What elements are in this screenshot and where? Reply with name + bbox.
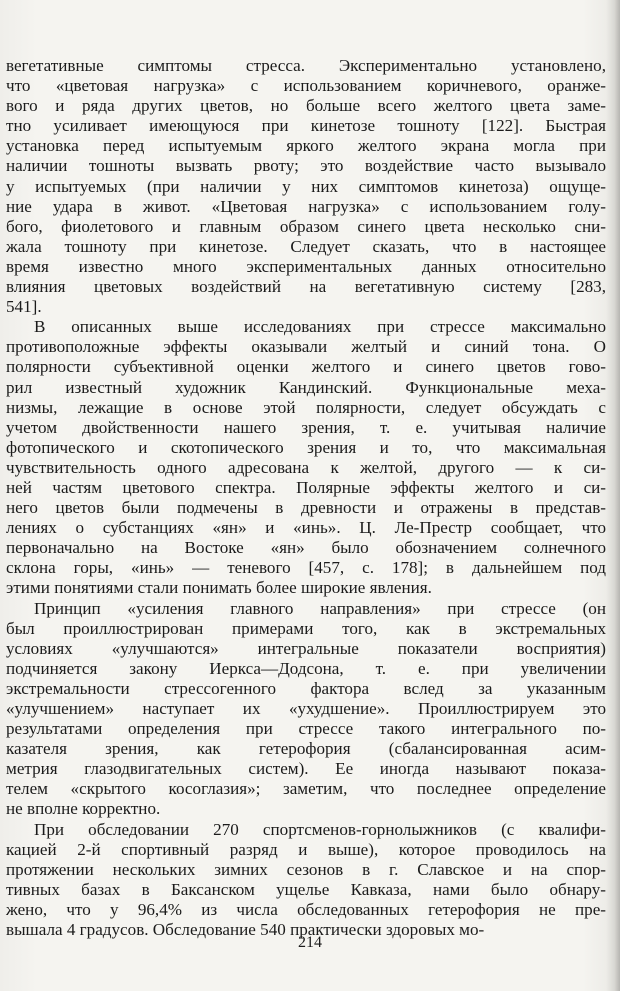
text-line: «улучшением» наступает их «ухудшение». Проиллюстрируем это bbox=[6, 699, 606, 718]
text-line: 541]. bbox=[6, 297, 42, 317]
text-line: склона горы, «инь» — теневого [457, с. 178]; в дальнейшем под bbox=[6, 558, 606, 578]
text-line: полярности субъективной оценки желтого и синего цветов гово- bbox=[6, 357, 606, 377]
text-line: бого, фиолетового и главным образом синего цвета несколько сни- bbox=[6, 216, 606, 236]
text-line: условиях «улучшаются» интегральные показатели восприятия) bbox=[6, 638, 606, 658]
text-line: наличии тошноты вызвать рвоту; это воздействие часто вызывало bbox=[6, 156, 606, 176]
text-line: вегетативные симптомы стресса. Экспериментально установлено, bbox=[6, 56, 606, 75]
text-line: время известно много экспериментальных данных относительно bbox=[6, 256, 606, 276]
text-line: метрия глазодвигательных систем). Ее иногда называют показа- bbox=[6, 759, 606, 779]
text-line: Принцип «усиления главного направления» при стрессе (он bbox=[34, 598, 606, 618]
text-line: ние удара в живот. «Цветовая нагрузка» с использованием голу- bbox=[6, 196, 606, 216]
text-line: фотопического и скотопического зрения и то, что максимальная bbox=[6, 437, 606, 457]
text-line: При обследовании 270 спортсменов-горнолыжников (с квалифи- bbox=[34, 819, 606, 839]
text-line: у испытуемых (при наличии у них симптомов кинетоза) ощуще- bbox=[6, 176, 606, 196]
text-line: влияния цветовых воздействий на вегетативную систему [283, bbox=[6, 277, 606, 297]
text-line: лениях о субстанциях «ян» и «инь». Ц. Ле-Престр сообщает, что bbox=[6, 518, 606, 538]
text-line: кацией 2-й спортивный разряд и выше), которое проводилось на bbox=[6, 839, 606, 859]
text-line: протяжении нескольких зимних сезонов в г. Славское и на спор- bbox=[6, 859, 606, 879]
paragraph bbox=[6, 317, 606, 598]
text-line: экстремальности стрессогенного фактора вслед за указанным bbox=[6, 678, 606, 698]
text-line: установка перед испытуемым яркого желтого экрана могла при bbox=[6, 136, 606, 156]
text-line: вого и ряда других цветов, но больше всего желтого цвета заме- bbox=[6, 96, 606, 116]
paragraph bbox=[6, 820, 606, 941]
text-line: вышала 4 градусов. Обследование 540 практически здоровых мо- bbox=[6, 920, 485, 940]
text-line: был проиллюстрирован примерами того, как в экстремальных bbox=[6, 618, 606, 638]
page-edge-shadow bbox=[606, 0, 620, 991]
text-line: него цветов были подмечены в древности и отражены в представ- bbox=[6, 498, 606, 518]
text-line: телем «скрытого косоглазия»; заметим, что последнее определение bbox=[6, 779, 606, 799]
body-text bbox=[6, 56, 606, 940]
text-line: В описанных выше исследованиях при стрессе максимально bbox=[34, 317, 606, 337]
text-line: тивных базах в Баксанском ущелье Кавказа, нами было обнару- bbox=[6, 879, 606, 899]
text-line: жала тошноту при кинетозе. Следует сказать, что в настоящее bbox=[6, 236, 606, 256]
text-line: тно усиливает имеющуюся при кинетозе тошноту [122]. Быстрая bbox=[6, 116, 606, 136]
page-number: 214 bbox=[298, 934, 322, 951]
text-line: результатами определения при стрессе такого интегрального по- bbox=[6, 719, 606, 739]
text-line: жено, что у 96,4% из числа обследованных гетерофория не пре- bbox=[6, 899, 606, 919]
text-line: ней частям цветового спектра. Полярные эффекты желтого и си- bbox=[6, 477, 606, 497]
text-line: рил известный художник Кандинский. Функциональные меха- bbox=[6, 377, 606, 397]
text-line: чувствительность одного адресована к желтой, другого — к си- bbox=[6, 457, 606, 477]
text-line: учетом двойственности нашего зрения, т. е. учитывая наличие bbox=[6, 417, 606, 437]
text-line: не вполне корректно. bbox=[6, 799, 161, 819]
text-line: низмы, лежащие в основе этой полярности, следует обсуждать с bbox=[6, 397, 606, 417]
text-line: противоположные эффекты оказывали желтый и синий тона. О bbox=[6, 337, 606, 357]
paragraph bbox=[6, 599, 606, 820]
text-line: первоначально на Востоке «ян» было обозначением солнечного bbox=[6, 538, 606, 558]
text-line: казателя зрения, как гетерофория (сбалансированная асим- bbox=[6, 739, 606, 759]
text-line: подчиняется закону Иеркса—Додсона, т. е. при увеличении bbox=[6, 658, 606, 678]
paragraph bbox=[6, 56, 606, 317]
text-line: этими понятиями стали понимать более широкие явления. bbox=[6, 578, 432, 598]
text-line: что «цветовая нагрузка» с использованием коричневого, оранже- bbox=[6, 76, 606, 96]
